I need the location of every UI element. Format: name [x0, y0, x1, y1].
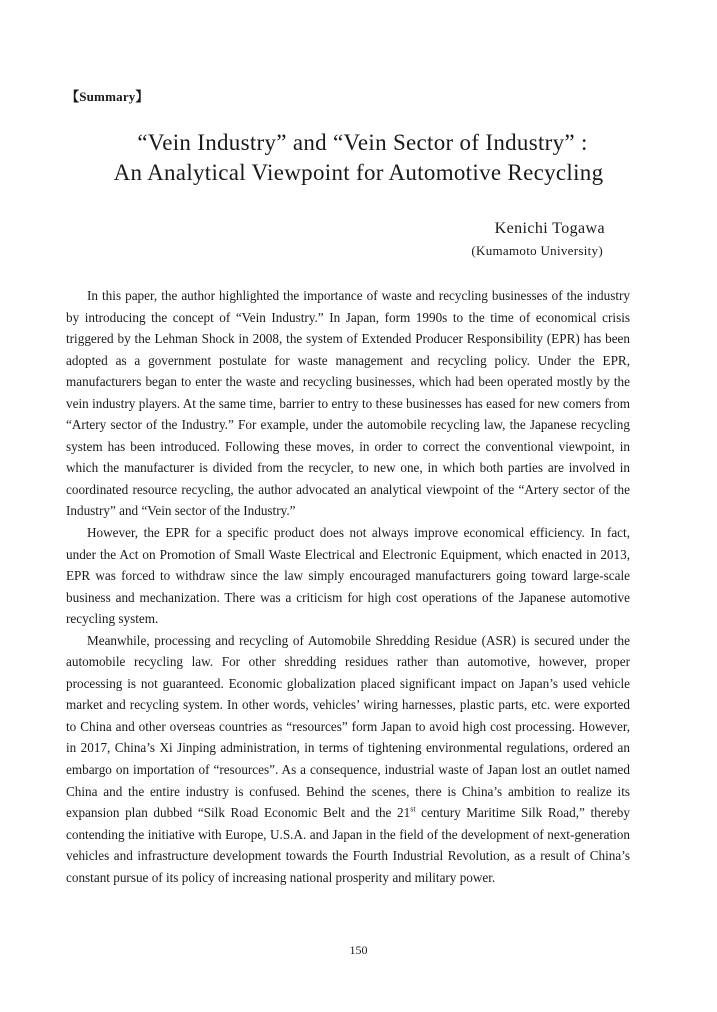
author-affiliation: (Kumamoto University) — [471, 243, 603, 258]
section-label: 【Summary】 — [66, 89, 149, 104]
paragraph-2: However, the EPR for a specific product does not always improve economical efficiency. In fact, under the Act on Promotion of Small Waste Electrical and Electronic Equipment, which enacted in 2013, EPR was forced to withdraw since the law simply encouraged manufacturers going toward large-scale business and mechanization. There was a criticism for high cost operations of the Japanese automotive recycling system. — [66, 525, 630, 627]
page-number: 150 — [349, 943, 368, 957]
ordinal-superscript: st — [410, 804, 416, 814]
paragraph-1: In this paper, the author highlighted the importance of waste and recycling businesses of the industry by introducing the concept of “Vein Industry.” In Japan, form 1990s to the time of economical crisis triggered by the Lehman Shock in 2008, the system of Extended Producer Responsibility (EPR) has been adopted as a government postulate for waste management and recycling policy. Under the EPR, manufacturers began to enter the waste and recycling businesses, which had been operated mostly by the vein industry players. At the same time, barrier to entry to these businesses has eased for new comers from “Artery sector of the Industry.” For example, under the automobile recycling law, the Japanese recycling system has been introduced. Following these moves, in order to correct the conventional viewpoint, in which the manufacturer is divided from the recycler, to new one, in which both parties are involved in coordinated resource recycling, the author advocated an analytical viewpoint of the “Artery sector of the Industry” and “Vein sector of the Industry.” — [66, 288, 630, 519]
paragraph-3 — [66, 630, 630, 889]
paper-title-line-2: An Analytical Viewpoint for Automotive Recycling — [113, 160, 604, 185]
paper-title-line-1: “Vein Industry” and “Vein Sector of Industry” : — [137, 130, 588, 155]
author-name: Kenichi Togawa — [494, 220, 605, 237]
paragraph-3-text-b: century Maritime Silk Road,” thereby contending the initiative with Europe, U.S.A. and Japan in the field of the development of next-generation vehicles and infrastructure development towards the Fourth Industrial Revolution, as a result of China’s constant pursue of its policy of increasing national prosperity and military power. — [66, 805, 630, 885]
paragraph-3-text-a: Meanwhile, processing and recycling of Automobile Shredding Residue (ASR) is secured under the automobile recycling law. For other shredding residues rather than automotive, however, proper processing is not guaranteed. Economic globalization placed significant impact on Japan’s used vehicle market and recycling system. In other words, vehicles’ wiring harnesses, plastic parts, etc. were exported to China and other overseas countries as “resources” form Japan to avoid high cost processing. However, in 2017, China’s Xi Jinping administration, in terms of tightening environmental regulations, ordered an embargo on importation of “resources”. As a consequence, industrial waste of Japan lost an outlet named China and the entire industry is confused. Behind the scenes, there is China’s ambition to realize its expansion plan dubbed “Silk Road Economic Belt and the 21 — [66, 632, 630, 821]
summary-body — [66, 285, 630, 888]
